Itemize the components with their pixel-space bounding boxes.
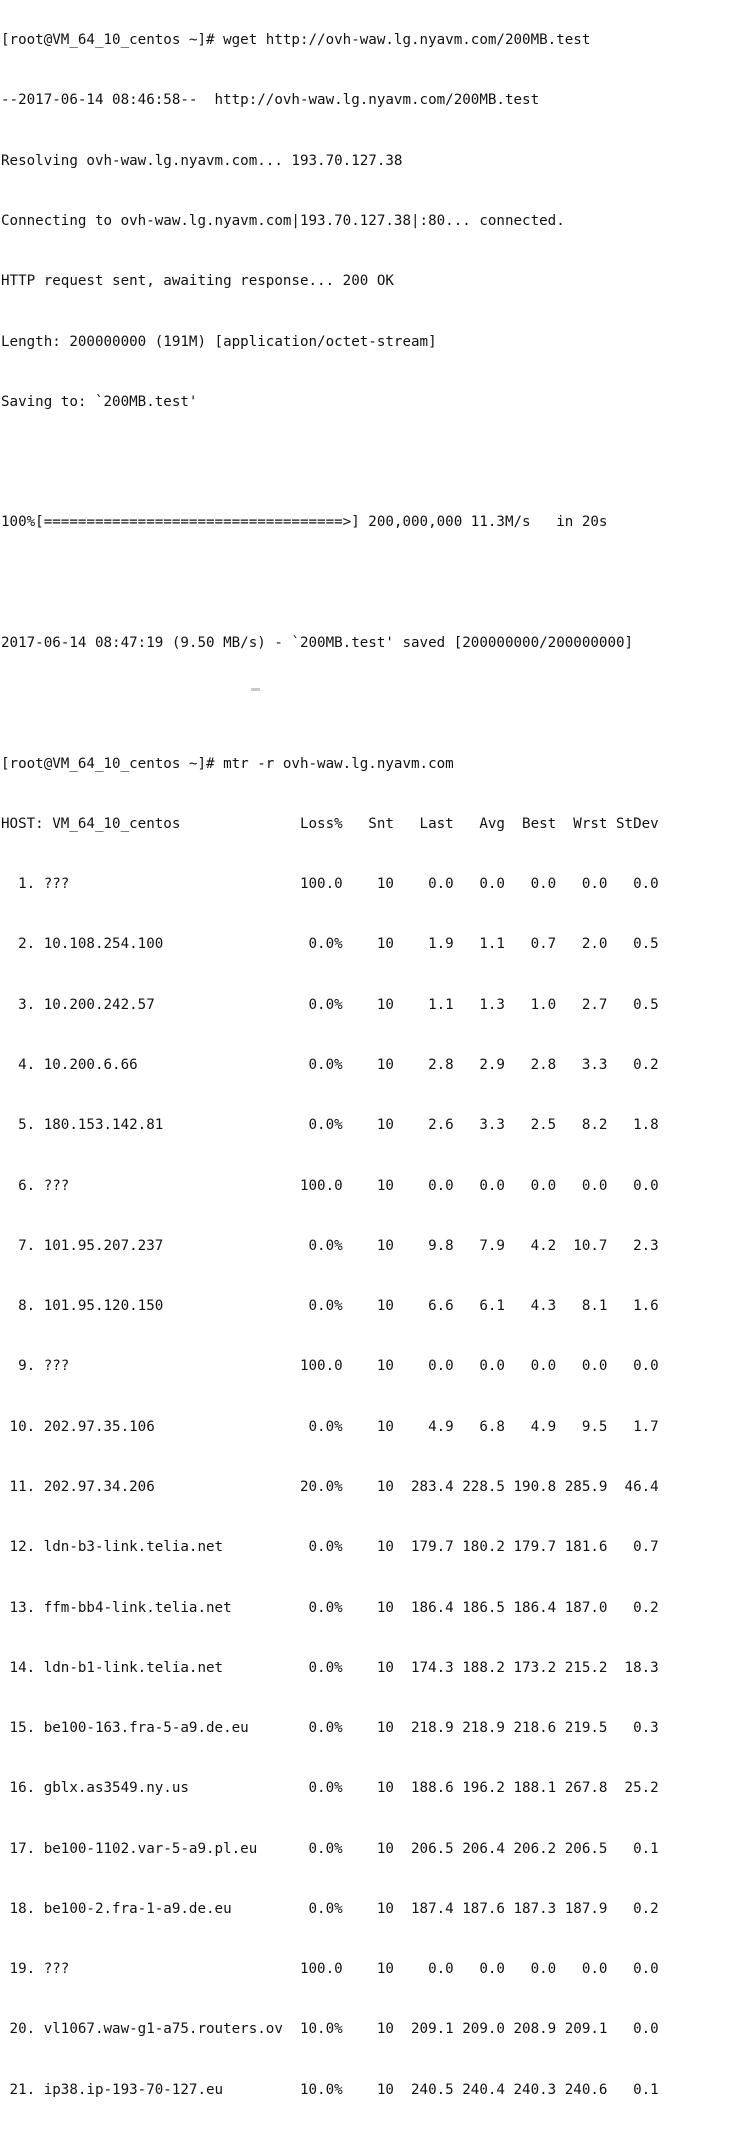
mtr-hop-row: 5. 180.153.142.81 0.0% 10 2.6 3.3 2.5 8.2 1.8: [1, 1117, 659, 1134]
mtr-hop-row: 10. 202.97.35.106 0.0% 10 4.9 6.8 4.9 9.5 1.7: [1, 1418, 659, 1435]
mtr-hop-row: 2. 10.108.254.100 0.0% 10 1.9 1.1 0.7 2.0 0.5: [1, 936, 659, 953]
terminal-line-length: Length: 200000000 (191M) [application/octet-stream]: [1, 333, 437, 350]
terminal-line-blank: [1, 452, 659, 472]
mtr-table-header: HOST: VM_64_10_centos Loss% Snt Last Avg Best Wrst StDev: [1, 815, 659, 832]
terminal-line-wget-start: --2017-06-14 08:46:58-- http://ovh-waw.lg.nyavm.com/200MB.test: [1, 92, 540, 109]
mtr-hop-row: 13. ffm-bb4-link.telia.net 0.0% 10 186.4 186.5 186.4 187.0 0.2: [1, 1599, 659, 1616]
terminal-line-progress: 100%[===================================>] 200,000,000 11.3M/s in 20s: [1, 514, 608, 531]
terminal-line-saved: 2017-06-14 08:47:19 (9.50 MB/s) - `200MB.test' saved [200000000/200000000]: [1, 635, 634, 651]
terminal-line-connecting: Connecting to ovh-waw.lg.nyavm.com|193.70.127.38|:80... connected.: [1, 213, 565, 230]
mtr-hop-row: 19. ??? 100.0 10 0.0 0.0 0.0 0.0 0.0: [1, 1961, 659, 1978]
mtr-hop-row: 8. 101.95.120.150 0.0% 10 6.6 6.1 4.3 8.1 1.6: [1, 1298, 659, 1315]
mtr-hop-row: 4. 10.200.6.66 0.0% 10 2.8 2.9 2.8 3.3 0.2: [1, 1056, 659, 1073]
mtr-hop-row: 15. be100-163.fra-5-a9.de.eu 0.0% 10 218.9 218.9 218.6 219.5 0.3: [1, 1720, 659, 1737]
mtr-hop-row: 21. ip38.ip-193-70-127.eu 10.0% 10 240.5 240.4 240.3 240.6 0.1: [1, 2081, 659, 2098]
mtr-hop-row: 20. vl1067.waw-g1-a75.routers.ov 10.0% 10 209.1 209.0 208.9 209.1 0.0: [1, 2021, 659, 2038]
terminal-line-blank: [1, 573, 659, 593]
mtr-hop-row: 9. ??? 100.0 10 0.0 0.0 0.0 0.0 0.0: [1, 1358, 659, 1375]
terminal-line-mtr-command: [root@VM_64_10_centos ~]# mtr -r ovh-waw.lg.nyavm.com: [1, 755, 454, 772]
mtr-hop-row: 16. gblx.as3549.ny.us 0.0% 10 188.6 196.2 188.1 267.8 25.2: [1, 1780, 659, 1797]
terminal-line-resolving: Resolving ovh-waw.lg.nyavm.com... 193.70.127.38: [1, 152, 403, 169]
mtr-hop-row: 1. ??? 100.0 10 0.0 0.0 0.0 0.0 0.0: [1, 876, 659, 893]
terminal-line-blank: [1, 693, 659, 713]
terminal-line-http-response: HTTP request sent, awaiting response... 200 OK: [1, 273, 394, 290]
terminal-output: [1, 0, 659, 2140]
mtr-hop-row: 18. be100-2.fra-1-a9.de.eu 0.0% 10 187.4 187.6 187.3 187.9 0.2: [1, 1900, 659, 1917]
mtr-hop-row: 12. ldn-b3-link.telia.net 0.0% 10 179.7 180.2 179.7 181.6 0.7: [1, 1539, 659, 1556]
mtr-hop-row: 11. 202.97.34.206 20.0% 10 283.4 228.5 190.8 285.9 46.4: [1, 1478, 659, 1495]
text-cursor: [251, 688, 260, 691]
mtr-hop-row: 3. 10.200.242.57 0.0% 10 1.1 1.3 1.0 2.7 0.5: [1, 996, 659, 1013]
mtr-hop-row: 17. be100-1102.var-5-a9.pl.eu 0.0% 10 206.5 206.4 206.2 206.5 0.1: [1, 1840, 659, 1857]
terminal-line-saving-to: Saving to: `200MB.test': [1, 393, 198, 410]
terminal-line-wget-command: [root@VM_64_10_centos ~]# wget http://ovh-waw.lg.nyavm.com/200MB.test: [1, 32, 591, 49]
mtr-hop-row: 14. ldn-b1-link.telia.net 0.0% 10 174.3 188.2 173.2 215.2 18.3: [1, 1659, 659, 1676]
mtr-hop-row: 7. 101.95.207.237 0.0% 10 9.8 7.9 4.2 10.7 2.3: [1, 1237, 659, 1254]
mtr-hop-row: 6. ??? 100.0 10 0.0 0.0 0.0 0.0 0.0: [1, 1177, 659, 1194]
